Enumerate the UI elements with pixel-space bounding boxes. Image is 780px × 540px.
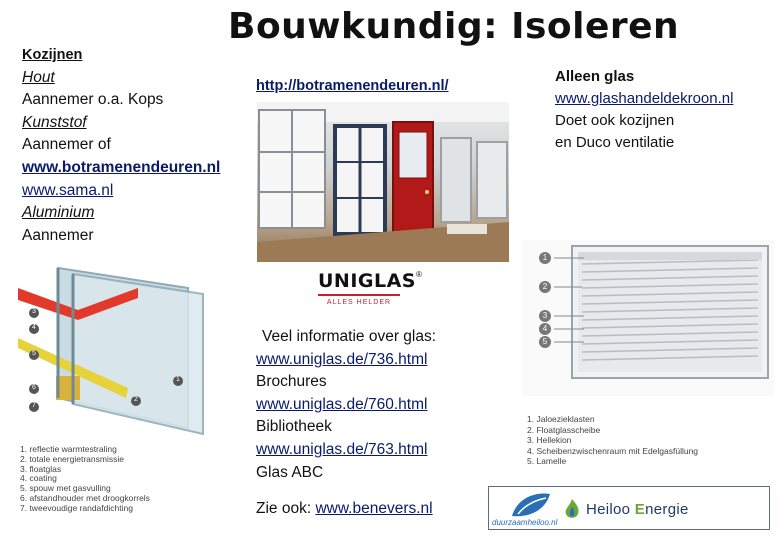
glass-marker-label: 6: [32, 384, 36, 391]
duurzaamheiloo-label: duurzaamheiloo.nl: [492, 518, 558, 527]
blinds-marker-label: 4: [542, 324, 548, 333]
hout-text: Aannemer o.a. Kops: [22, 91, 164, 109]
heiloo-name-pre: Heiloo: [586, 501, 635, 518]
glass-marker-label: 3: [32, 308, 36, 315]
legend-item: 5. Lamelle: [527, 456, 567, 466]
link-top-url[interactable]: http://botramenendeuren.nl/: [256, 78, 449, 94]
heiloo-name-e: E: [634, 501, 646, 518]
page-title: Bouwkundig: Isoleren: [228, 6, 680, 47]
glass-marker-label: 2: [134, 396, 138, 403]
blinds-marker-label: 1: [542, 253, 548, 262]
aluminium-text: Aannemer: [22, 226, 94, 244]
legend-item: 5. spouw met gasvulling: [20, 483, 111, 494]
legend-item: 2. totale energietransmissie: [20, 453, 124, 464]
showroom-photo-image: [257, 102, 509, 262]
link-uniglas-760[interactable]: www.uniglas.de/760.html: [256, 395, 428, 413]
legend-item: 2. Floatglasscheibe: [527, 424, 601, 435]
hout-label: Hout: [22, 68, 55, 86]
glass-marker: [28, 382, 40, 400]
glass-legend: [20, 445, 150, 514]
glas-abc-label: Glas ABC: [256, 463, 324, 481]
glas-info: [555, 66, 733, 154]
link-glashandeldekroon[interactable]: www.glashandeldekroon.nl: [555, 90, 734, 107]
legend-item: 7. tweevoudige randafdichting: [20, 502, 133, 513]
blinds-marker: [538, 335, 552, 354]
legend-item: 1. Jaloezieklasten: [527, 414, 595, 424]
link-benevers[interactable]: www.benevers.nl: [315, 500, 433, 517]
double-glazing-illustration: [18, 248, 208, 438]
uniglas-info: [256, 326, 436, 484]
leaf-icon-svg: [508, 490, 554, 520]
glas-line-1: Doet ook kozijnen: [555, 112, 675, 129]
legend-item: 4. Scheibenzwischenraum mit Edelgasfüllung: [527, 445, 699, 456]
kunststof-text: Aannemer of: [22, 136, 111, 154]
aluminium-label: Aluminium: [22, 204, 95, 222]
blinds-marker-label: 5: [542, 337, 548, 346]
zie-ook-prefix: Zie ook:: [256, 500, 316, 517]
blinds-marker-label: 3: [542, 311, 548, 320]
flame-icon: [562, 498, 582, 525]
uniglas-logo: [318, 270, 422, 320]
glass-marker: [130, 394, 142, 412]
blinds-marker-label: 2: [542, 282, 548, 291]
glass-marker: [28, 322, 40, 340]
integrated-blinds-illustration: [522, 240, 774, 396]
bibliotheek-label: Bibliotheek: [256, 418, 332, 436]
uniglas-logo-bar: [318, 294, 400, 296]
heiloo-name-post: nergie: [645, 501, 689, 518]
kozijnen-heading: Kozijnen: [22, 47, 83, 63]
legend-item: 3. floatglas: [20, 463, 62, 474]
glass-marker: [172, 374, 184, 392]
link-uniglas-763[interactable]: www.uniglas.de/763.html: [256, 440, 428, 458]
zie-ook: [256, 500, 433, 518]
uniglas-intro-text: Veel informatie over glas:: [262, 328, 437, 345]
legend-item: 3. Hellekion: [527, 435, 572, 445]
blinds-image: [522, 240, 774, 396]
brochures-label: Brochures: [256, 373, 327, 391]
link-uniglas-736[interactable]: www.uniglas.de/736.html: [256, 350, 428, 368]
glas-line-2: en Duco ventilatie: [555, 134, 675, 151]
kunststof-label: Kunststof: [22, 113, 87, 131]
legend-item: 4. coating: [20, 473, 57, 484]
alleen-glas-heading: Alleen glas: [555, 68, 635, 85]
uniglas-logo-name: UNIGLAS: [318, 270, 416, 292]
blinds-marker: [538, 251, 552, 270]
link-sama[interactable]: www.sama.nl: [22, 181, 114, 199]
blinds-marker: [538, 280, 552, 299]
glass-marker-label: 4: [32, 324, 36, 331]
glass-marker-label: 7: [32, 402, 36, 409]
glass-marker-label: 5: [32, 350, 36, 357]
uniglas-intro: [256, 326, 436, 349]
uniglas-logo-reg: ®: [416, 270, 422, 279]
glass-marker: [28, 348, 40, 366]
kozijnen-list: [22, 44, 220, 247]
blinds-legend: [527, 414, 698, 467]
glass-image: [18, 248, 208, 438]
uniglas-logo-tagline: ALLES HELDER: [326, 299, 392, 306]
legend-item: 1. reflectie warmtestraling: [20, 444, 117, 454]
legend-item: 6. afstandhouder met droogkorrels: [20, 492, 150, 503]
flame-icon-svg: [562, 498, 582, 520]
showroom-photo: [257, 102, 509, 262]
glass-marker: [28, 400, 40, 418]
glass-marker-label: 1: [176, 376, 180, 383]
link-botramenendeuren[interactable]: www.botramenendeuren.nl: [22, 158, 221, 176]
heiloo-energie-name: [586, 501, 689, 518]
